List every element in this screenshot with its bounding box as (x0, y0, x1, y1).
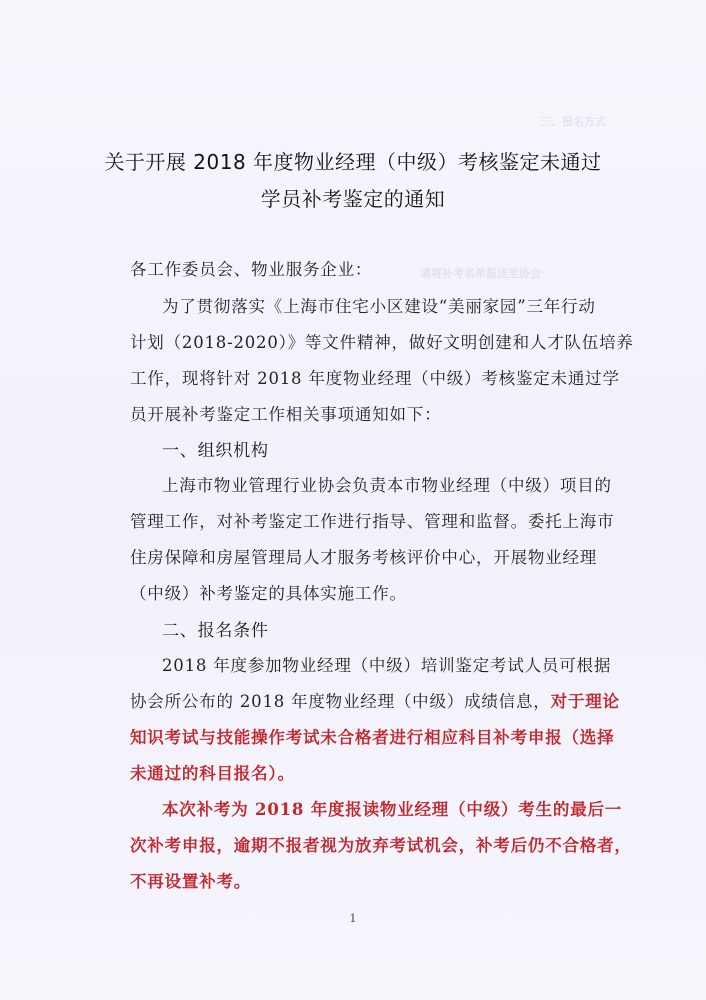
intro-line: 工作，现将针对 2018 年度物业经理（中级）考核鉴定未通过学 (130, 369, 620, 388)
section2-line: 2018 年度参加物业经理（中级）培训鉴定考试人员可根据 (162, 656, 612, 675)
highlighted-text: 本次补考为 2018 年度报读物业经理（中级）考生的最后一 (162, 800, 623, 819)
highlighted-text: 次补考申报，逾期不报者视为放弃考试机会，补考后仍不合格者， (130, 836, 632, 855)
salutation: 各工作委员会、物业服务企业： (130, 260, 373, 279)
section1-line: 管理工作，对补考鉴定工作进行指导、管理和监督。委托上海市 (130, 512, 615, 531)
document-title-line2: 学员补考鉴定的通知 (260, 187, 446, 211)
intro-line: 计划（2018-2020）》等文件精神，做好文明创建和人才队伍培养 (130, 333, 634, 352)
section1-line: 上海市物业管理行业协会负责本市物业经理（中级）项目的 (162, 476, 612, 495)
section1-heading: 一、组织机构 (162, 441, 269, 461)
section2-heading: 二、报名条件 (162, 621, 269, 641)
section2-line (130, 688, 620, 712)
intro-line: 员开展补考鉴定工作相关事项通知如下： (130, 405, 442, 424)
section1-line: （中级）补考鉴定的具体实施工作。 (130, 584, 407, 603)
bleed-through-text: 请将补考名单报送至协会 (420, 267, 541, 280)
highlighted-text: 知识考试与技能操作考试未合格者进行相应科目补考申报（选择 (130, 728, 615, 747)
bleed-through-text: 三、报名方式 (540, 115, 606, 128)
highlighted-text: 不再设置补考。 (130, 872, 252, 891)
intro-line: 为了贯彻落实《上海市住宅小区建设“美丽家园”三年行动 (162, 297, 596, 316)
highlighted-text: 对于理论 (550, 692, 620, 711)
section1-line: 住房保障和房屋管理局人才服务考核评价中心，开展物业经理 (130, 548, 598, 567)
document-title-line1: 关于开展 2018 年度物业经理（中级）考核鉴定未通过 (104, 150, 602, 174)
page-number: 1 (349, 912, 357, 925)
section2-line-normal-text: 协会所公布的 2018 年度物业经理（中级）成绩信息， (130, 692, 551, 711)
highlighted-text: 未通过的科目报名）。 (130, 764, 295, 783)
